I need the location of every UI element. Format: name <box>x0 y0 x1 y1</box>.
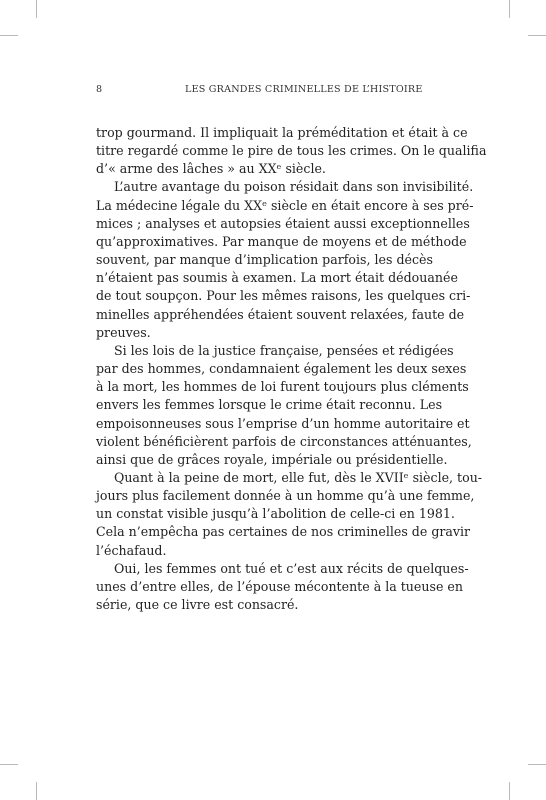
text-line: trop gourmand. Il impliquait la préméditation et était à ce <box>96 125 468 140</box>
text-line: souvent, par manque d’implication parfois, les décès <box>96 252 433 268</box>
body-text <box>96 124 487 614</box>
text-line: un constat visible jusqu’à l’abolition de celle-ci en 1981. <box>96 506 455 522</box>
text-line: de tout soupçon. Pour les mêmes raisons, les quelques cri- <box>96 288 471 304</box>
running-title: LES GRANDES CRIMINELLES DE L’HISTOIRE <box>185 84 423 95</box>
text-line: minelles appréhendées étaient souvent relaxées, faute de <box>96 306 465 322</box>
text-line: unes d’entre elles, de l’épouse mécontente à la tueuse en <box>96 578 463 594</box>
crop-mark-bottom-right <box>528 764 546 765</box>
text-line: l’échafaud. <box>96 542 167 558</box>
text-line: Quant à la peine de mort, elle fut, dès le XVIIᵉ siècle, tou- <box>114 469 483 485</box>
text-line: La médecine légale du XXᵉ siècle en était encore à ses pré- <box>96 197 474 213</box>
crop-mark-top-right <box>528 35 546 36</box>
page-number: 8 <box>96 84 103 95</box>
text-line: empoisonneuses sous l’emprise d’un homme autoritaire et <box>96 415 470 431</box>
crop-mark-top-right-vertical <box>509 0 510 18</box>
text-line: Si les lois de la justice française, pensées et rédigées <box>114 342 454 358</box>
text-line: L’autre avantage du poison résidait dans son invisibilité. <box>114 179 474 195</box>
text-line: Cela n’empêcha pas certaines de nos criminelles de gravir <box>96 524 471 540</box>
crop-mark-bottom-left-vertical <box>36 782 37 800</box>
text-line: titre regardé comme le pire de tous les crimes. On le qualifia <box>96 143 487 159</box>
text-line: preuves. <box>96 324 151 340</box>
text-line: jours plus facilement donnée à un homme qu’à une femme, <box>96 488 475 504</box>
text-line: Oui, les femmes ont tué et c’est aux récits de quelques- <box>114 560 469 576</box>
crop-mark-top-left <box>0 35 18 36</box>
text-line: envers les femmes lorsque le crime était reconnu. Les <box>96 397 443 413</box>
text-line: d’« arme des lâches » au XXᵉ siècle. <box>96 161 326 177</box>
text-line: mices ; analyses et autopsies étaient aussi exceptionnelles <box>96 215 470 231</box>
text-line: série, que ce livre est consacré. <box>96 597 299 613</box>
crop-mark-top-left-vertical <box>36 0 37 18</box>
text-line: n’étaient pas soumis à examen. La mort était dédouanée <box>96 270 458 286</box>
text-line: à la mort, les hommes de loi furent toujours plus cléments <box>96 379 469 395</box>
text-line: ainsi que de grâces royale, impériale ou présidentielle. <box>96 451 448 467</box>
crop-mark-bottom-right-vertical <box>509 782 510 800</box>
crop-mark-bottom-left <box>0 764 18 765</box>
text-line: qu’approximatives. Par manque de moyens et de méthode <box>96 233 467 249</box>
text-line: par des hommes, condamnaient également les deux sexes <box>96 361 467 377</box>
text-line: violent bénéficièrent parfois de circonstances atténuantes, <box>96 433 472 449</box>
